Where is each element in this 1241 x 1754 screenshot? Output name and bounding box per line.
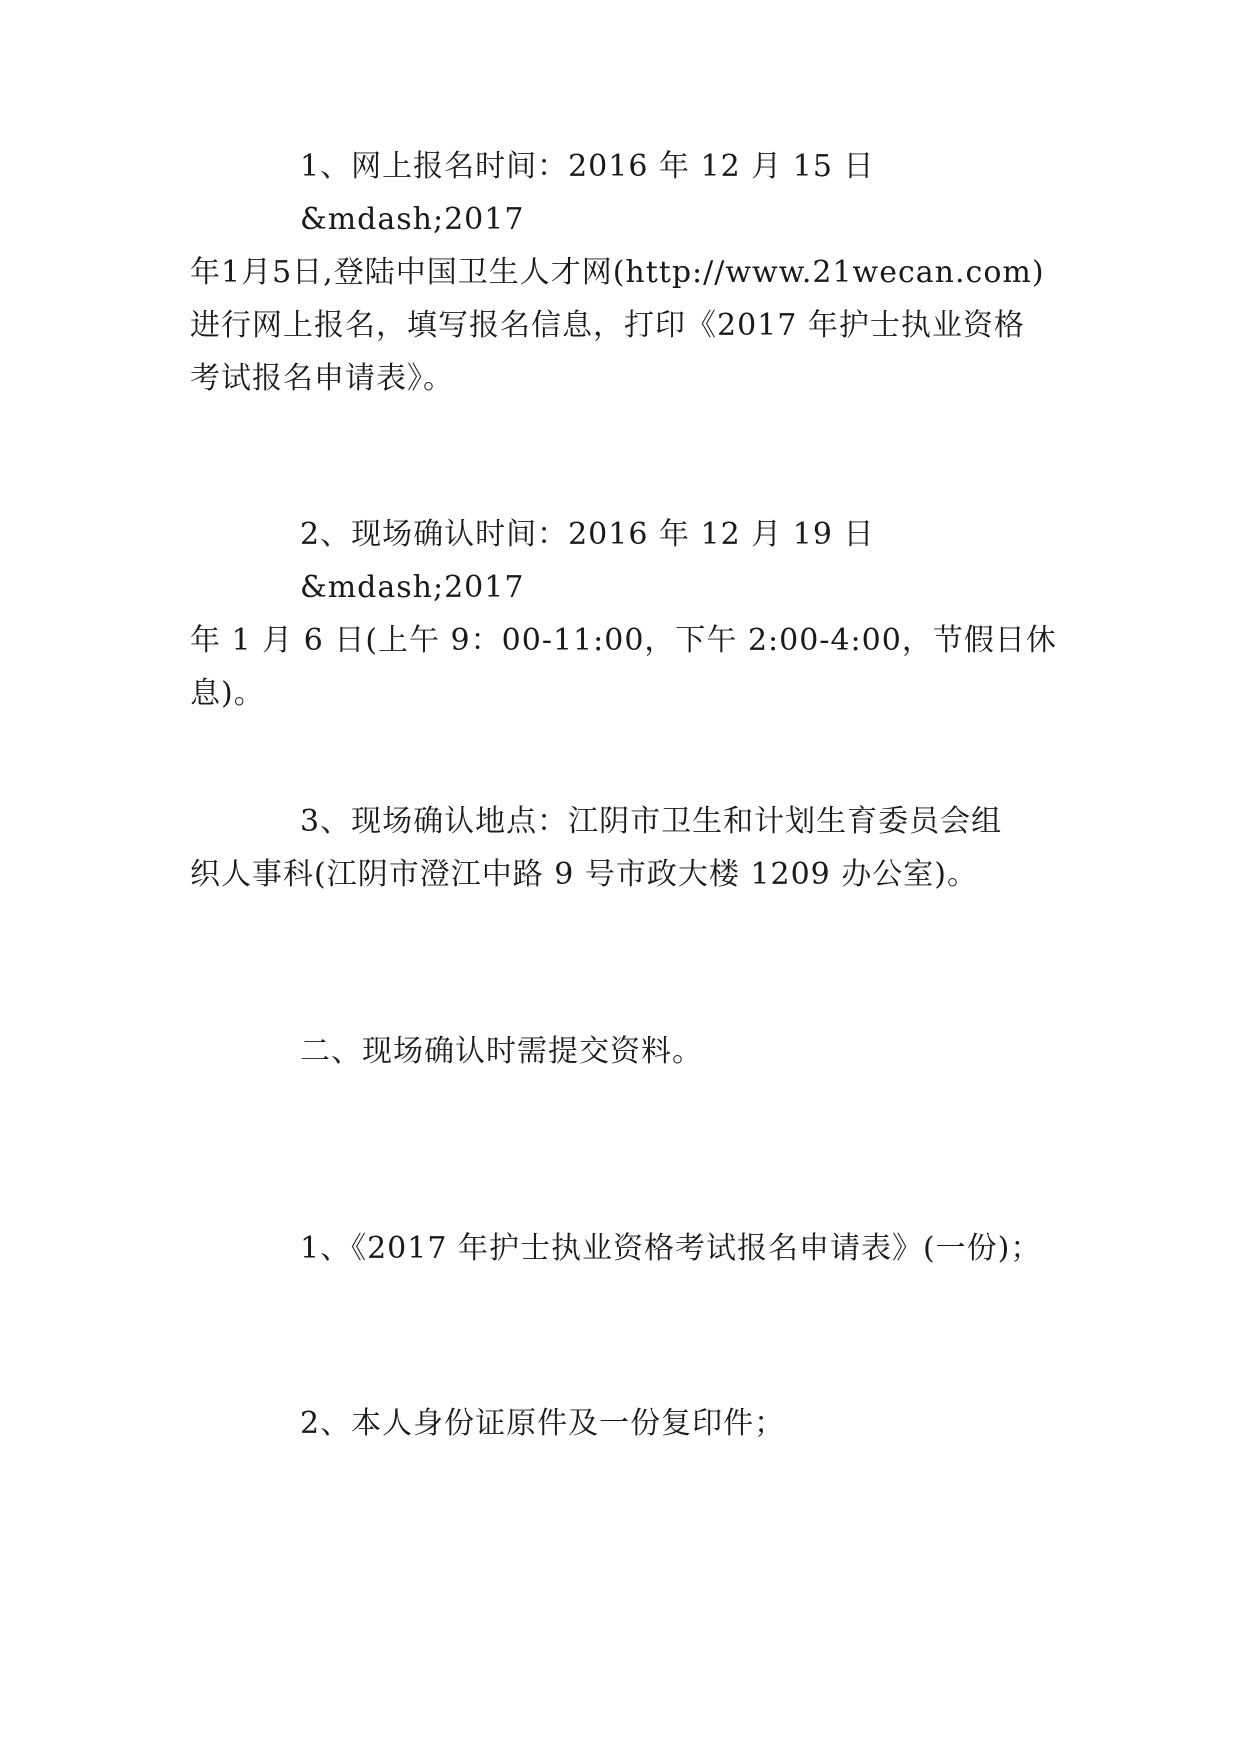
- paragraph-line: 年1月5日,登陆中国卫生人才网(http://www.21wecan.com): [190, 255, 1045, 290]
- paragraph-online-registration: [190, 140, 1090, 405]
- list-item-application-form: [190, 1222, 1090, 1275]
- paragraph-line: 织人事科(江阴市澄江中路 9 号市政大楼 1209 办公室)。: [190, 857, 978, 892]
- paragraph-line: 进行网上报名，填写报名信息，打印《2017 年护士执业资格: [190, 308, 1025, 343]
- paragraph-onsite-confirmation-time: [190, 508, 1090, 720]
- section-heading: 二、现场确认时需提交资料。: [300, 1034, 703, 1069]
- list-item: 1、《2017 年护士执业资格考试报名申请表》(一份)；: [300, 1231, 1042, 1266]
- paragraph-line: 息)。: [190, 676, 265, 711]
- paragraph-line: 2、现场确认时间：2016 年 12 月 19 日&mdash;2017: [300, 517, 875, 605]
- paragraph-line: 考试报名申请表》。: [190, 361, 454, 396]
- paragraph-line: 年 1 月 6 日(上午 9：00-11:00，下午 2:00-4:00，节假日休: [190, 623, 1057, 658]
- paragraph-line: 3、现场确认地点：江阴市卫生和计划生育委员会组: [300, 804, 1003, 839]
- section-heading-required-materials: [190, 1025, 1090, 1078]
- list-item-id-card: [190, 1397, 1090, 1450]
- paragraph-line: 1、网上报名时间：2016 年 12 月 15 日&mdash;2017: [300, 149, 875, 237]
- paragraph-onsite-confirmation-location: [190, 795, 1090, 901]
- list-item: 2、本人身份证原件及一份复印件；: [300, 1406, 786, 1441]
